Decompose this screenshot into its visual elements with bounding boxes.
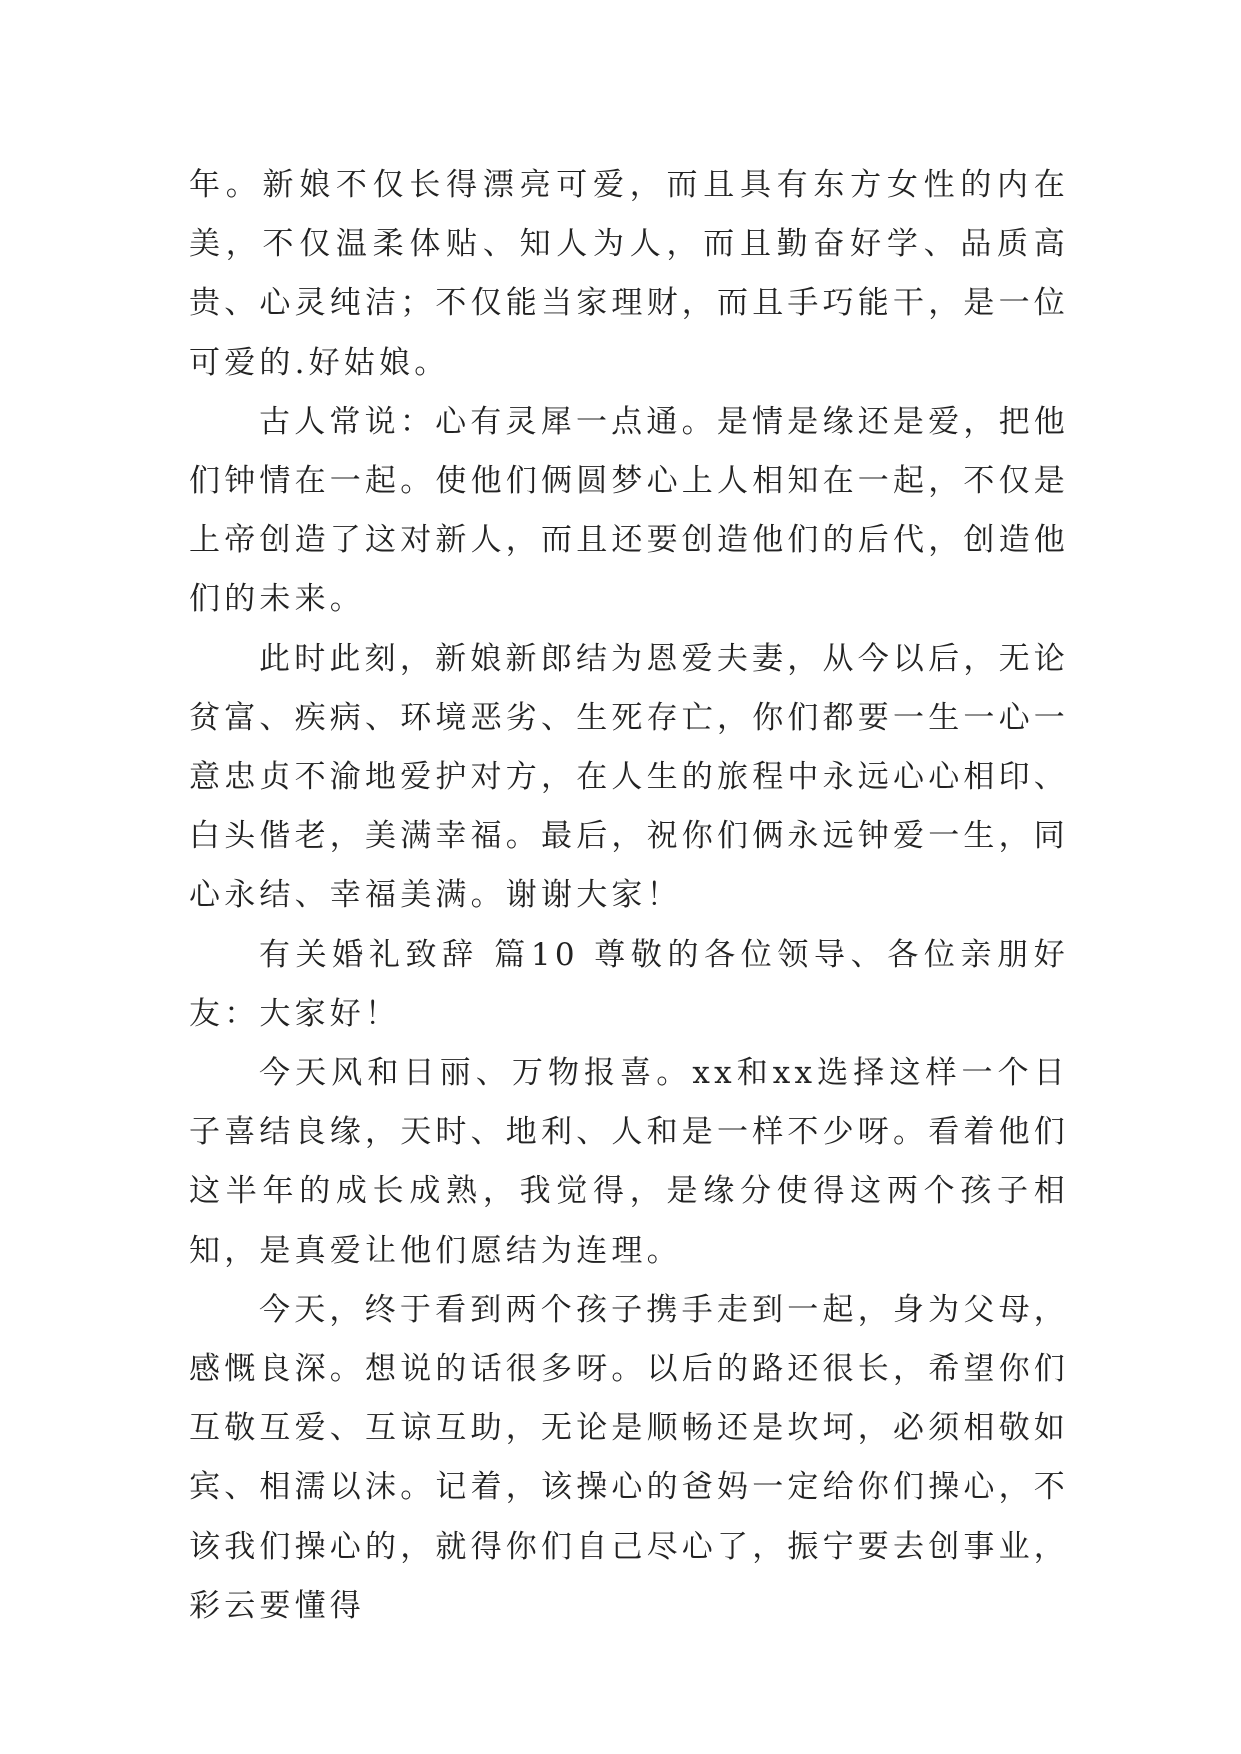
paragraph-1: 年。新娘不仅长得漂亮可爱，而且具有东方女性的内在美，不仅温柔体贴、知人为人，而且勤奋好学、品质高贵、心灵纯洁；不仅能当家理财，而且手巧能干，是一位可爱的.好姑娘。	[189, 167, 1069, 381]
paragraph-5: 今天风和日丽、万物报喜。xx和xx选择这样一个日子喜结良缘，天时、地利、人和是一样不少呀。看着他们这半年的成长成熟，我觉得，是缘分使得这两个孩子相知，是真爱让他们愿结为连理。	[189, 1055, 1069, 1269]
document-body	[189, 156, 1069, 1636]
paragraph-6: 今天，终于看到两个孩子携手走到一起，身为父母，感慨良深。想说的话很多呀。以后的路还很长，希望你们互敬互爱、互谅互助，无论是顺畅还是坎坷，必须相敬如宾、相濡以沫。记着，该操心的爸妈一定给你们操心，不该我们操心的，就得你们自己尽心了，振宁要去创事业，彩云要懂得	[189, 1291, 1069, 1624]
paragraph-4: 有关婚礼致辞 篇10 尊敬的各位领导、各位亲朋好友：大家好！	[189, 936, 1069, 1032]
paragraph-2: 古人常说：心有灵犀一点通。是情是缘还是爱，把他们钟情在一起。使他们俩圆梦心上人相知在一起，不仅是上帝创造了这对新人，而且还要创造他们的后代，创造他们的未来。	[189, 403, 1069, 618]
paragraph-3: 此时此刻，新娘新郎结为恩爱夫妻，从今以后，无论贫富、疾病、环境恶劣、生死存亡，你们都要一生一心一意忠贞不渝地爱护对方，在人生的旅程中永远心心相印、白头偕老，美满幸福。最后，祝你们俩永远钟爱一生，同心永结、幸福美满。谢谢大家！	[189, 640, 1069, 914]
